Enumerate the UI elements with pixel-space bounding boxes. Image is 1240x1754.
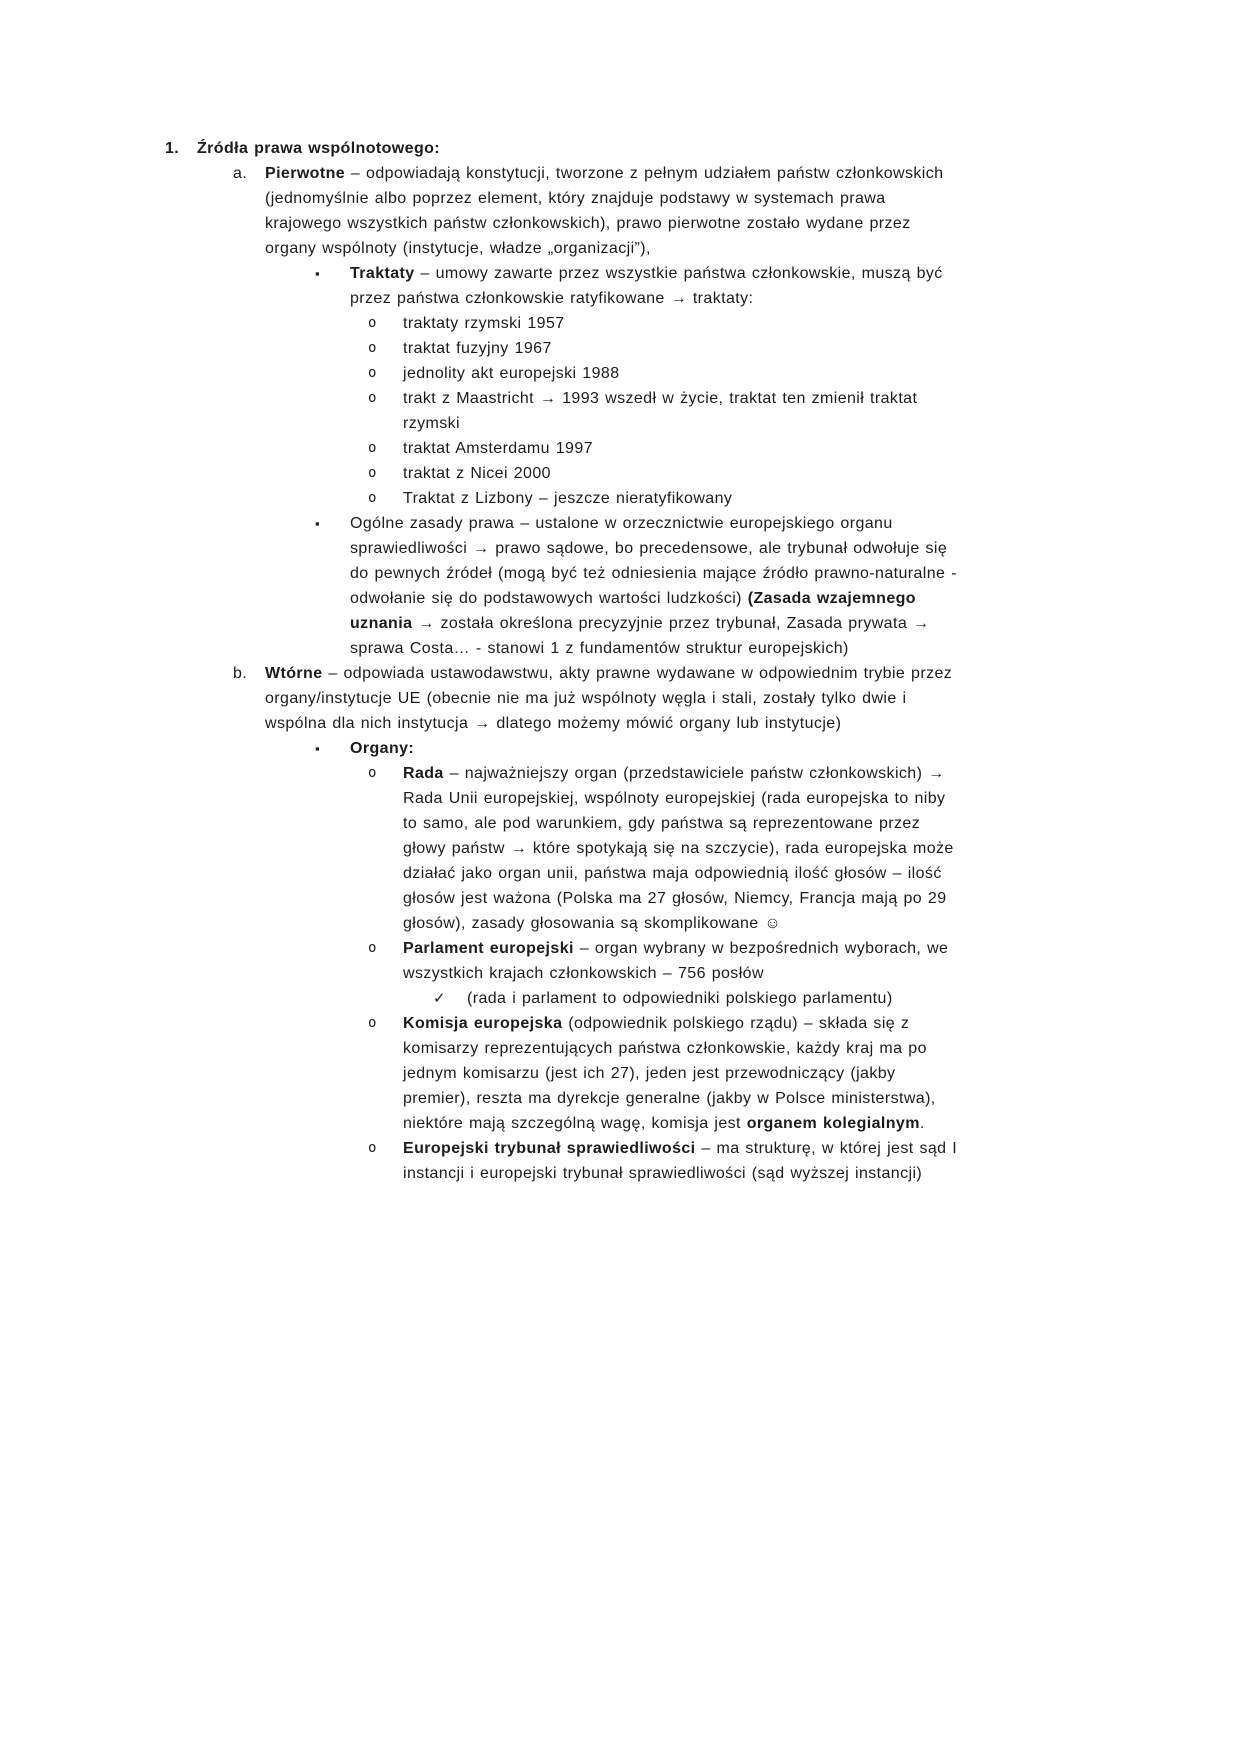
text-segment: jednolity akt europejski 1988	[403, 365, 620, 382]
text-segment-bold: Organy:	[350, 740, 415, 757]
text-segment: traktaty rzymski 1957	[403, 315, 565, 332]
text-segment: – odpowiada ustawodawstwu, akty prawne wydawane w odpowiednim trybie przez organy/instytucje UE (obecnie nie ma już wspólnoty węgla i stali, zostały tylko dwie i wspólna dla nich instytucja → dlatego możemy mówić organy lub instytucje)	[265, 665, 953, 732]
list-item	[165, 986, 965, 1011]
list-item	[165, 661, 965, 736]
text-segment-bold: Parlament europejski	[403, 940, 574, 957]
text-segment: trakt z Maastricht → 1993 wszedł w życie, traktat ten zmienił traktat rzymski	[403, 390, 918, 432]
list-marker: 1.	[165, 140, 180, 157]
text-segment: Ogólne zasady prawa – ustalone w orzecznictwie europejskiego organu sprawiedliwości → prawo sądowe, bo precedensowe, ale trybunał odwołuje się do pewnych źródeł (mogą być też odniesienia mające źródło prawno-naturalne - odwołanie się do podstawowych wartości ludzkości)	[350, 515, 957, 607]
list-item	[165, 761, 965, 936]
list-item-text	[197, 140, 440, 157]
text-segment: Traktat z Lizbony – jeszcze nieratyfikowany	[403, 490, 733, 507]
list-item	[165, 1011, 965, 1136]
text-segment-bold: organem kolegialnym	[746, 1115, 920, 1132]
list-marker: o	[368, 365, 377, 381]
list-item	[165, 486, 965, 511]
text-segment: – odpowiadają konstytucji, tworzone z pełnym udziałem państw członkowskich (jednomyślnie albo poprzez element, który znajduje podstawy w systemach prawa krajowego wszystkich państw członkowskich), prawo pierwotne zostało wydane przez organy wspólnoty (instytucje, władze „organizacji”),	[265, 165, 944, 257]
list-item-text	[403, 315, 565, 332]
text-segment: traktat fuzyjny 1967	[403, 340, 552, 357]
list-marker: o	[368, 390, 377, 406]
list-item-text	[265, 665, 952, 732]
list-marker: ▪	[315, 741, 321, 756]
list-item-text	[350, 740, 414, 757]
text-segment: (rada i parlament to odpowiedniki polskiego parlamentu)	[467, 990, 893, 1007]
list-item	[165, 461, 965, 486]
list-item-text	[265, 165, 943, 257]
list-item	[165, 261, 965, 311]
text-segment-bold: Komisja europejska	[403, 1015, 563, 1032]
list-item-text	[403, 1015, 936, 1132]
text-segment-bold: Rada	[403, 765, 444, 782]
list-marker: o	[368, 465, 377, 481]
text-segment: → została określona precyzyjnie przez trybunał, Zasada prywata → sprawa Costa… - stanowi 1 z fundamentów struktur europejskich)	[350, 615, 930, 657]
list-item-text	[350, 265, 943, 307]
text-segment: – organ wybrany w bezpośrednich wyborach, we wszystkich krajach członkowskich – 756 posłów	[403, 940, 949, 982]
list-marker: o	[368, 490, 377, 506]
text-segment: – umowy zawarte przez wszystkie państwa członkowskie, muszą być przez państwa członkowskie ratyfikowane → traktaty:	[350, 265, 943, 307]
list-marker: o	[368, 765, 377, 781]
text-segment-bold: Europejski trybunał sprawiedliwości	[403, 1140, 696, 1157]
list-marker: o	[368, 440, 377, 456]
list-item-text	[403, 940, 948, 982]
list-item	[165, 1136, 965, 1186]
list-item-text	[403, 365, 620, 382]
text-segment-bold: Traktaty	[350, 265, 415, 282]
list-item	[165, 161, 965, 261]
list-item	[165, 936, 965, 986]
list-marker: o	[368, 340, 377, 356]
list-item-text	[403, 465, 551, 482]
text-segment: – ma strukturę, w której jest sąd I instancji i europejski trybunał sprawiedliwości (sąd wyższej instancji)	[403, 1140, 958, 1182]
text-segment-bold: Źródła prawa wspólnotowego:	[197, 140, 441, 157]
list-item-text	[403, 340, 552, 357]
list-marker: a.	[233, 165, 248, 182]
text-segment-bold: Wtórne	[265, 665, 323, 682]
text-segment: .	[919, 1115, 925, 1132]
list-marker: ▪	[315, 516, 321, 531]
list-item-text	[350, 515, 957, 657]
text-segment: traktat z Nicei 2000	[403, 465, 551, 482]
list-marker: o	[368, 1015, 377, 1031]
list-item	[165, 436, 965, 461]
list-marker: o	[368, 1140, 377, 1156]
list-item-text	[467, 990, 893, 1007]
list-marker: o	[368, 315, 377, 331]
list-item	[165, 311, 965, 336]
list-item	[165, 511, 965, 661]
text-segment: traktat Amsterdamu 1997	[403, 440, 593, 457]
list-item-text	[403, 490, 732, 507]
list-item	[165, 136, 965, 161]
text-segment: (odpowiednik polskiego rządu) – składa się z komisarzy reprezentujących państwa członkowskie, każdy kraj ma po jednym komisarzu (jest ich 27), jeden jest przewodniczący (jakby premier), reszta ma dyrekcje generalne (jakby w Polsce ministerstwa), niektóre mają szczególną wagę, komisja jest	[403, 1015, 936, 1132]
list-marker: b.	[233, 665, 248, 682]
list-item	[165, 736, 965, 761]
document-list	[165, 136, 965, 1186]
list-item-text	[403, 440, 593, 457]
list-item-text	[403, 1140, 957, 1182]
list-item-text	[403, 765, 954, 932]
list-marker: ✓	[433, 990, 446, 1007]
list-item	[165, 386, 965, 436]
list-marker: ▪	[315, 266, 321, 281]
text-segment-bold: Pierwotne	[265, 165, 346, 182]
list-item	[165, 361, 965, 386]
list-marker: o	[368, 940, 377, 956]
text-segment-bold: (Zasada wzajemnego uznania	[350, 590, 916, 632]
text-segment: – najważniejszy organ (przedstawiciele państw członkowskich) → Rada Unii europejskiej, wspólnoty europejskiej (rada europejska to niby to samo, ale pod warunkiem, gdy państwa są reprezentowane przez głowy państw → które spotykają się na szczycie), rada europejska może działać jako organ unii, państwa maja odpowiednią ilość głosów – ilość głosów jest ważona (Polska ma 27 głosów, Niemcy, Francja mają po 29 głosów), zasady głosowania są skomplikowane ☺	[403, 765, 954, 932]
list-item-text	[403, 390, 917, 432]
list-item	[165, 336, 965, 361]
